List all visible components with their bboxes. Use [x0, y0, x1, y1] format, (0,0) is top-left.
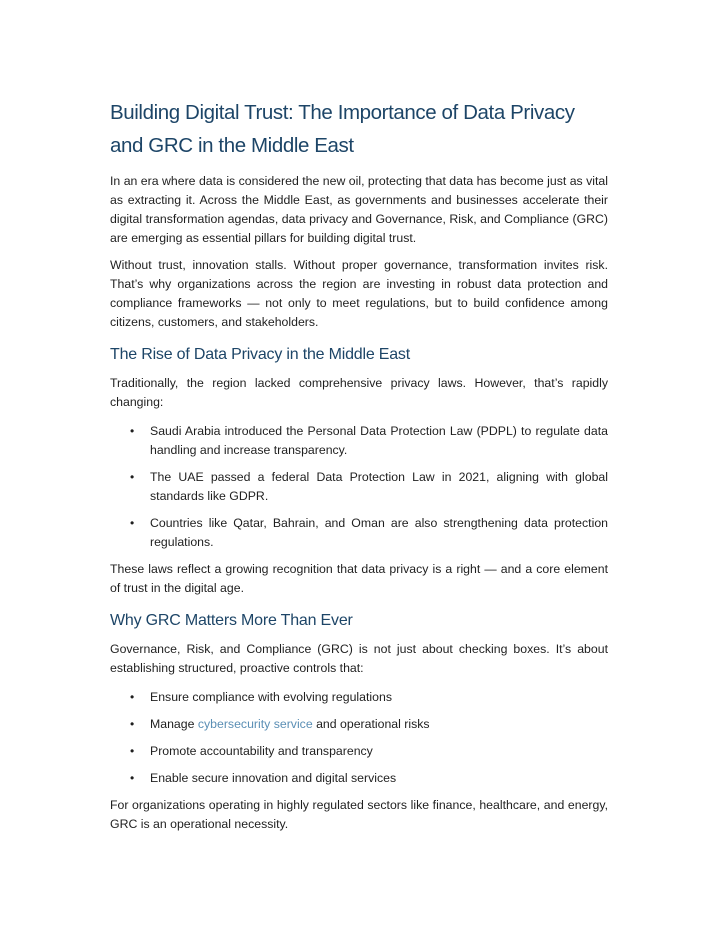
list-item-text-suffix: and operational risks: [312, 717, 430, 731]
list-item-text-prefix: Manage: [150, 717, 198, 731]
section2-closing-paragraph: For organizations operating in highly regulated sectors like finance, healthcare, and energy, GRC is an operational necessity.: [110, 798, 608, 831]
section1-bullet-list: [110, 422, 608, 552]
list-item: [110, 769, 608, 788]
list-item: [110, 742, 608, 761]
section2-bullet-list: [110, 688, 608, 788]
intro-paragraph-2: Without trust, innovation stalls. Without proper governance, transformation invites risk. That’s why organizations across the region are investing in robust data protection and compliance frameworks — not only to meet regulations, but to build confidence among citizens, customers, and stakeholders.: [110, 258, 608, 329]
list-item-text: The UAE passed a federal Data Protection Law in 2021, aligning with global standards like GDPR.: [150, 470, 608, 503]
bullet-icon: •: [130, 516, 135, 530]
list-item-text: Ensure compliance with evolving regulations: [150, 690, 392, 704]
list-item: [110, 468, 608, 506]
bullet-icon: •: [130, 744, 135, 758]
section1-closing-paragraph: These laws reflect a growing recognition that data privacy is a right — and a core element of trust in the digital age.: [110, 562, 608, 595]
section2-lead-paragraph: Governance, Risk, and Compliance (GRC) is not just about checking boxes. It’s about establishing structured, proactive controls that:: [110, 642, 608, 675]
list-item: [110, 514, 608, 552]
list-item-text: Enable secure innovation and digital services: [150, 771, 397, 785]
list-item: [110, 688, 608, 707]
bullet-icon: •: [130, 771, 135, 785]
list-item: [110, 715, 608, 734]
section1-lead-paragraph: Traditionally, the region lacked comprehensive privacy laws. However, that’s rapidly changing:: [110, 376, 608, 409]
list-item-text: Promote accountability and transparency: [150, 744, 373, 758]
document-page: [110, 96, 608, 842]
list-item-text: Saudi Arabia introduced the Personal Data Protection Law (PDPL) to regulate data handling and increase transparency.: [150, 424, 608, 457]
bullet-icon: •: [130, 690, 135, 704]
document-title: Building Digital Trust: The Importance of Data Privacy and GRC in the Middle East: [110, 101, 575, 157]
list-item-text: Countries like Qatar, Bahrain, and Oman are also strengthening data protection regulations.: [150, 516, 608, 549]
bullet-icon: •: [130, 424, 135, 438]
bullet-icon: •: [130, 717, 135, 731]
section-heading-data-privacy: The Rise of Data Privacy in the Middle East: [110, 346, 410, 363]
list-item: [110, 422, 608, 460]
cybersecurity-service-link[interactable]: cybersecurity service: [197, 717, 313, 731]
section-heading-grc: Why GRC Matters More Than Ever: [110, 612, 353, 629]
intro-paragraph-1: In an era where data is considered the new oil, protecting that data has become just as vital as extracting it. Across the Middle East, as governments and businesses accelerate their digital transformation agendas, data privacy and Governance, Risk, and Compliance (GRC) are emerging as essential pillars for building digital trust.: [110, 174, 608, 245]
bullet-icon: •: [130, 470, 135, 484]
